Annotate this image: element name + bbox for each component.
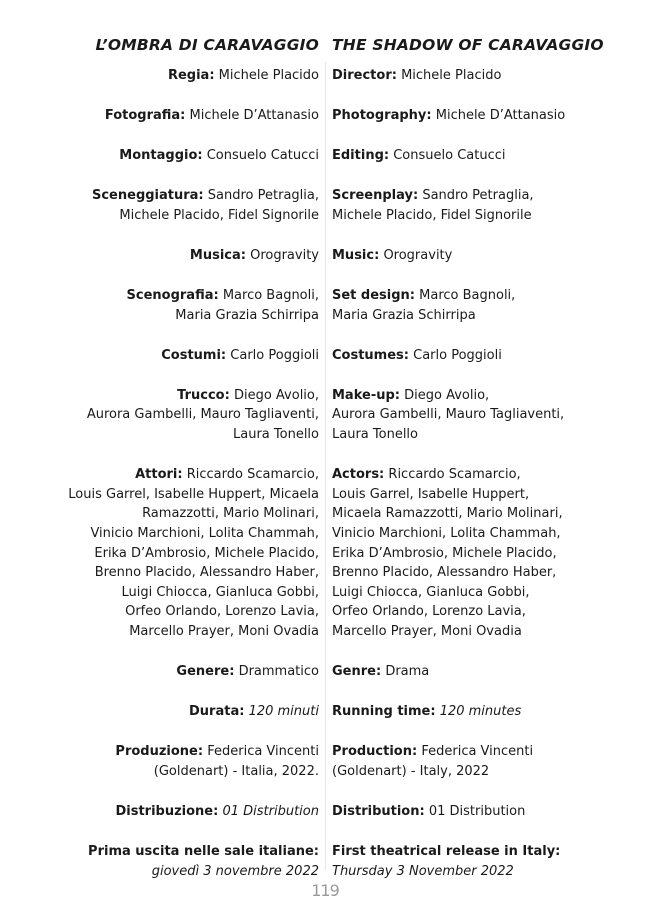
italian-credit-value: Riccardo Scamarcio, xyxy=(186,467,319,483)
italian-credit-label: Scenografia: xyxy=(126,288,219,304)
italian-credit-value: Maria Grazia Schirripa xyxy=(175,307,319,323)
italian-credit-entry xyxy=(88,842,319,881)
english-credit-value: 120 minutes xyxy=(439,704,522,720)
english-credit-value: Carlo Poggioli xyxy=(413,347,502,363)
english-credit-value: Michele Placido xyxy=(401,68,502,83)
english-credit-label: Production: xyxy=(332,744,418,760)
italian-credit-label: Musica: xyxy=(189,248,246,263)
italian-credit-value: Drammatico xyxy=(238,664,319,680)
italian-credit-value: Aurora Gambelli, Mauro Tagliaventi, xyxy=(86,407,319,423)
english-credit-value: Orogravity xyxy=(383,248,453,263)
english-credit-value: Drama xyxy=(385,664,430,680)
english-credit-value: Laura Tonello xyxy=(332,427,418,443)
italian-credit-value: Consuelo Catucci xyxy=(206,148,319,164)
italian-credit-value: Brenno Placido, Alessandro Haber, xyxy=(94,565,319,581)
english-credit-entry xyxy=(332,286,515,325)
english-credit-value: Michele Placido, Fidel Signorile xyxy=(332,207,532,223)
english-credit-entry xyxy=(332,346,502,366)
italian-credit-entry xyxy=(119,146,319,166)
english-credit-label: Set design: xyxy=(332,288,415,304)
english-credit-entry xyxy=(332,146,505,166)
italian-credit-value: Marco Bagnoli, xyxy=(222,288,319,304)
italian-credit-entry xyxy=(161,346,319,366)
italian-credit-entry xyxy=(168,66,319,86)
english-credit-value: Louis Garrel, Isabelle Huppert, xyxy=(332,486,530,502)
italian-credit-value: Orfeo Orlando, Lorenzo Lavia, xyxy=(125,604,319,620)
italian-credit-entry xyxy=(87,386,319,445)
english-credit-value: Federica Vincenti xyxy=(421,744,534,760)
italian-credit-value: Federica Vincenti xyxy=(207,744,319,760)
english-credit-value: Diego Avolio, xyxy=(404,387,490,403)
english-credit-entry xyxy=(332,742,533,781)
english-credit-value: Thursday 3 November 2022 xyxy=(332,863,514,879)
italian-credit-label: Montaggio: xyxy=(119,148,203,164)
italian-credit-entry xyxy=(190,246,319,266)
english-credit-value: Sandro Petraglia, xyxy=(422,188,534,204)
english-credit-value: Vinicio Marchioni, Lolita Chammah, xyxy=(332,525,561,541)
english-credit-value: Michele D’Attanasio xyxy=(435,108,566,124)
italian-credit-entry xyxy=(105,106,319,126)
italian-credit-value: Carlo Poggioli xyxy=(230,347,319,363)
italian-credit-value: Michele Placido xyxy=(218,68,319,83)
italian-credit-label: Sceneggiatura: xyxy=(91,188,204,204)
english-credit-label: First theatrical release in Italy: xyxy=(332,844,561,860)
english-credit-label: Director: xyxy=(332,68,397,83)
italian-credit-value: Vinicio Marchioni, Lolita Chammah, xyxy=(90,525,319,541)
italian-credit-value: Laura Tonello xyxy=(233,427,319,443)
english-credit-entry xyxy=(332,186,534,225)
italian-credit-entry xyxy=(68,465,319,641)
english-credit-value: Orfeo Orlando, Lorenzo Lavia, xyxy=(332,604,526,620)
english-credit-value: Micaela Ramazzotti, Mario Molinari, xyxy=(332,506,563,522)
page-number: 119 xyxy=(311,881,339,900)
italian-credit-label: Costumi: xyxy=(161,347,227,363)
english-credit-label: Editing: xyxy=(332,148,390,164)
italian-credit-entry xyxy=(115,742,319,781)
english-credit-entry xyxy=(332,66,501,86)
english-credit-entry xyxy=(332,465,563,641)
english-credit-value: Consuelo Catucci xyxy=(393,148,506,164)
english-credit-value: Luigi Chiocca, Gianluca Gobbi, xyxy=(332,584,530,600)
english-title: THE SHADOW OF CARAVAGGIO xyxy=(332,36,604,54)
english-credit-label: Music: xyxy=(332,248,380,263)
italian-credit-value: Erika D’Ambrosio, Michele Placido, xyxy=(94,545,319,561)
italian-credit-value: 01 Distribution xyxy=(222,804,319,819)
italian-credit-label: Fotografia: xyxy=(104,108,186,124)
italian-credit-value: Michele D’Attanasio xyxy=(189,108,319,124)
italian-title: L’OMBRA DI CARAVAGGIO xyxy=(95,36,319,54)
italian-credit-value: Michele Placido, Fidel Signorile xyxy=(119,207,319,223)
english-credit-entry xyxy=(332,842,560,881)
english-credit-value: Riccardo Scamarcio, xyxy=(388,467,521,483)
english-credit-value: (Goldenart) - Italy, 2022 xyxy=(332,763,490,779)
column-divider xyxy=(325,62,326,870)
english-credit-value: Marcello Prayer, Moni Ovadia xyxy=(332,623,522,639)
english-credit-label: Make-up: xyxy=(332,387,400,403)
italian-credit-label: Prima uscita nelle sale italiane: xyxy=(88,844,319,860)
english-credit-value: Brenno Placido, Alessandro Haber, xyxy=(332,565,557,581)
english-credit-label: Distribution: xyxy=(332,804,425,819)
italian-credit-entry xyxy=(176,662,319,682)
italian-credit-label: Produzione: xyxy=(115,744,204,760)
english-credit-label: Running time: xyxy=(332,704,436,720)
italian-credit-value: Marcello Prayer, Moni Ovadia xyxy=(129,623,319,639)
italian-credit-value: Ramazzotti, Mario Molinari, xyxy=(142,506,319,522)
english-credit-entry xyxy=(332,802,525,822)
italian-credit-entry xyxy=(189,702,319,722)
italian-credit-value: (Goldenart) - Italia, 2022. xyxy=(153,763,319,779)
english-credit-label: Genre: xyxy=(332,664,382,680)
italian-credit-label: Regia: xyxy=(167,68,215,83)
italian-credit-label: Durata: xyxy=(189,704,245,720)
english-credit-entry xyxy=(332,106,565,126)
english-credit-value: Aurora Gambelli, Mauro Tagliaventi, xyxy=(332,407,565,423)
italian-credit-entry xyxy=(115,802,319,822)
english-credit-entry xyxy=(332,386,564,445)
italian-credit-value: giovedì 3 novembre 2022 xyxy=(151,863,319,879)
italian-credit-value: Louis Garrel, Isabelle Huppert, Micaela xyxy=(68,486,319,502)
english-credit-entry xyxy=(332,702,521,722)
italian-credit-value: Diego Avolio, xyxy=(233,387,319,403)
english-credit-label: Actors: xyxy=(332,467,385,483)
english-credit-value: Maria Grazia Schirripa xyxy=(332,307,476,323)
italian-credit-label: Trucco: xyxy=(177,387,230,403)
italian-credit-label: Distribuzione: xyxy=(115,804,219,819)
italian-credit-entry xyxy=(127,286,319,325)
italian-credit-value: Sandro Petraglia, xyxy=(207,188,319,204)
italian-credit-label: Genere: xyxy=(176,664,235,680)
english-credit-label: Photography: xyxy=(332,108,432,124)
english-credit-entry xyxy=(332,662,429,682)
italian-credit-entry xyxy=(92,186,319,225)
italian-credit-value: Orogravity xyxy=(250,248,319,263)
italian-credit-value: Luigi Chiocca, Gianluca Gobbi, xyxy=(121,584,319,600)
english-credit-entry xyxy=(332,246,452,266)
english-credit-label: Screenplay: xyxy=(332,188,419,204)
english-credit-value: Marco Bagnoli, xyxy=(419,288,516,304)
english-credit-value: Erika D’Ambrosio, Michele Placido, xyxy=(332,545,557,561)
italian-credit-value: 120 minuti xyxy=(248,704,319,720)
english-credit-value: 01 Distribution xyxy=(428,804,526,819)
english-credit-label: Costumes: xyxy=(332,347,409,363)
italian-credit-label: Attori: xyxy=(135,467,183,483)
